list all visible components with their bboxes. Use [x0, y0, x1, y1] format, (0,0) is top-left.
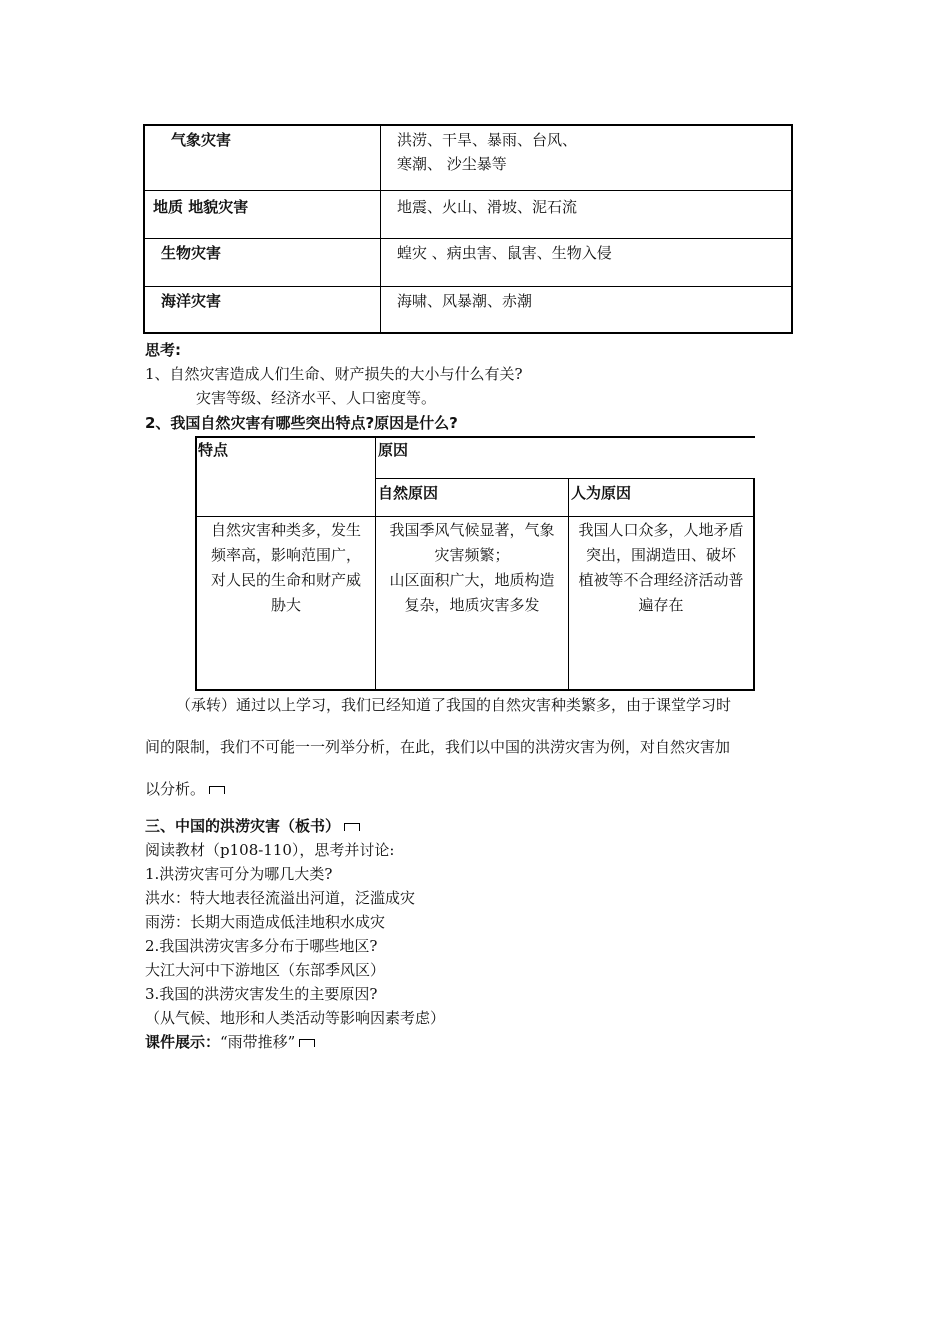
cell-line: 频率高，影响范围广， — [210, 546, 361, 564]
courseware-label: 课件展示： — [145, 1033, 221, 1051]
header-features: 特点 — [198, 441, 229, 459]
s3-question-1: 1.洪涝灾害可分为哪几大类? — [145, 865, 333, 883]
disaster-examples-cell: 海啸、风暴潮、赤潮 — [397, 292, 533, 310]
cell-line: 自然灾害种类多，发生 — [210, 521, 361, 539]
row-divider — [145, 238, 791, 239]
transition-line-3 — [145, 777, 225, 801]
cell-line: 山区面积广大，地质构造 — [389, 571, 555, 589]
header-human-cause: 人为原因 — [571, 484, 632, 502]
cell-line: 灾害频繁； — [434, 546, 510, 564]
s3-question-3: 3.我国的洪涝灾害发生的主要原因? — [145, 985, 378, 1003]
column-divider — [380, 126, 381, 332]
cell-line: 复杂，地质灾害多发 — [404, 596, 540, 614]
cell-line: 植被等不合理经济活动普 — [578, 571, 744, 589]
transition-text: 以分析。 — [145, 780, 206, 798]
waterlogging-definition: 雨涝：长期大雨造成低洼地积水成灾 — [145, 913, 386, 931]
features-cell — [197, 518, 375, 618]
disaster-type-cell: 海洋灾害 — [161, 292, 222, 310]
table-border — [195, 689, 755, 691]
answer-1: 灾害等级、经济水平、人口密度等。 — [196, 389, 437, 407]
return-mark-icon — [299, 1039, 315, 1047]
disaster-type-cell: 气象灾害 — [171, 131, 232, 149]
s3-answer-2: 大江大河中下游地区（东部季风区） — [145, 961, 386, 979]
disaster-type-cell: 生物灾害 — [161, 244, 222, 262]
cell-line: 我国季风气候显著，气象 — [389, 521, 555, 539]
s3-question-2: 2.我国洪涝灾害多分布于哪些地区? — [145, 937, 378, 955]
table-divider — [375, 478, 755, 479]
transition-line-2: 间的限制，我们不可能一一列举分析，在此，我们以中国的洪涝灾害为例，对自然灾害加 — [145, 738, 731, 756]
question-2: 2、我国自然灾害有哪些突出特点?原因是什么? — [145, 414, 458, 432]
disaster-types-table — [143, 124, 793, 334]
table-divider — [195, 516, 755, 517]
disaster-examples-cell: 地震、火山、滑坡、泥石流 — [397, 198, 578, 216]
question-1: 1、自然灾害造成人们生命、财产损失的大小与什么有关? — [145, 365, 523, 383]
section-3-title — [145, 815, 360, 837]
disaster-examples-cell: 蝗灾 、病虫害、鼠害、生物入侵 — [397, 244, 612, 262]
table-border — [753, 478, 755, 691]
cell-line: 胁大 — [270, 596, 301, 614]
read-instruction: 阅读教材（p108-110），思考并讨论: — [145, 841, 395, 859]
section-title-text: 三、中国的洪涝灾害（板书） — [145, 817, 341, 835]
cell-line: 遍存在 — [638, 596, 684, 614]
disaster-type-cell: 地质 地貌灾害 — [153, 198, 249, 216]
cell-line: 我国人口众多，人地矛盾 — [578, 521, 744, 539]
think-heading: 思考: — [145, 341, 181, 359]
courseware-line — [145, 1031, 315, 1053]
flood-definition: 洪水：特大地表径流溢出河道，泛滥成灾 — [145, 889, 416, 907]
disaster-examples-cell: 洪涝、干旱、暴雨、台风、 — [397, 131, 578, 149]
courseware-value: “雨带推移” — [220, 1033, 296, 1051]
header-natural-cause: 自然原因 — [378, 484, 439, 502]
disaster-examples-cell: 寒潮、 沙尘暴等 — [397, 155, 507, 173]
row-divider — [145, 190, 791, 191]
natural-cause-cell — [376, 518, 568, 618]
row-divider — [145, 286, 791, 287]
s3-hint: （从气候、地形和人类活动等影响因素考虑） — [145, 1009, 446, 1027]
return-mark-icon — [344, 823, 360, 831]
header-cause: 原因 — [378, 441, 409, 459]
cell-line: 突出，围湖造田、破坏 — [585, 546, 736, 564]
table-border — [195, 436, 755, 438]
return-mark-icon — [209, 786, 225, 794]
transition-line-1: （承转）通过以上学习，我们已经知道了我国的自然灾害种类繁多，由于课堂学习时 — [176, 696, 732, 714]
features-causes-table — [195, 436, 755, 691]
cell-line: 对人民的生命和财产威 — [210, 571, 361, 589]
human-cause-cell — [569, 518, 753, 618]
